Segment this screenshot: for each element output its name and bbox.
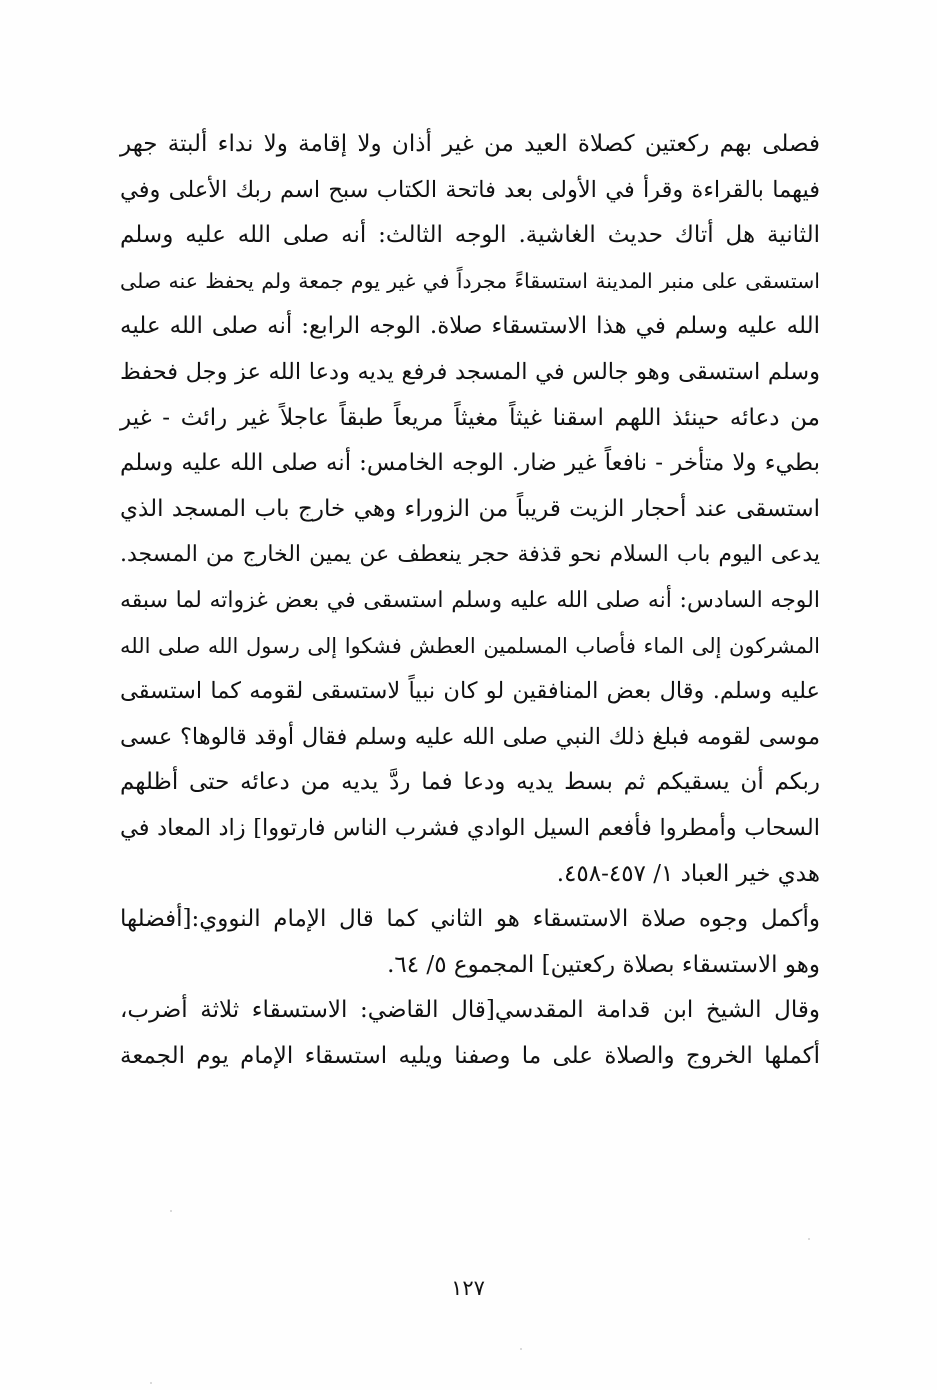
page-number: ١٢٧: [451, 1276, 485, 1300]
text-line: بطيء ولا متأخر - نافعاً غير ضار. الوجه الخامس: أنه صلى الله عليه وسلم: [120, 450, 820, 477]
scan-speck: [150, 1382, 152, 1384]
text-line: موسى لقومه فبلغ ذلك النبي صلى الله عليه وسلم فقال أوقد قالوها؟ عسى: [120, 723, 820, 750]
text-line: استسقى على منبر المدينة استسقاءً مجرداً في غير يوم جمعة ولم يحفظ عنه صلى: [120, 268, 820, 293]
scan-speck: [170, 1210, 172, 1212]
text-line: وسلم استسقى وهو جالس في المسجد فرفع يديه ودعا الله عز وجل فحفظ: [120, 358, 820, 385]
text-line: وهو الاستسقاء بصلاة ركعتين] المجموع ٥/ ٦٤.: [387, 951, 820, 978]
text-line: المشركون إلى الماء فأصاب المسلمين العطش فشكوا إلى رسول الله صلى الله: [120, 633, 820, 658]
text-line: فيهما بالقراءة وقرأ في الأولى بعد فاتحة الكتاب سبح اسم ربك الأعلى وفي: [120, 176, 820, 203]
scan-speck: [808, 1238, 810, 1240]
text-line: ربكم أن يسقيكم ثم بسط يديه ودعا فما ردَّ يديه من دعائه حتى أظلهم: [120, 769, 820, 796]
text-line: يدعى اليوم باب السلام نحو قذفة حجر ينعطف عن يمين الخارج من المسجد.: [120, 542, 820, 568]
text-line: عليه وسلم. وقال بعض المنافقين لو كان نبياً لاستسقى لقومه كما استسقى: [120, 678, 820, 705]
text-line: وقال الشيخ ابن قدامة المقدسي[قال القاضي: الاستسقاء ثلاثة أضرب،: [120, 997, 820, 1024]
scan-speck: [520, 1348, 522, 1350]
text-line: الوجه السادس: أنه صلى الله عليه وسلم استسقى في بعض غزواته لما سبقه: [120, 587, 820, 613]
text-line: وأكمل وجوه صلاة الاستسقاء هو الثاني كما قال الإمام النووي:[أفضلها: [120, 906, 820, 933]
text-line: هدي خير العباد ١/ ٤٥٧-٤٥٨.: [556, 860, 820, 887]
text-line: فصلى بهم ركعتين كصلاة العيد من غير أذان ولا إقامة ولا نداء ألبتة جهر: [120, 131, 820, 157]
text-line: السحاب وأمطروا فأفعم السيل الوادي فشرب الناس فارتووا] زاد المعاد في: [120, 814, 820, 841]
text-line: من دعائه حينئذ اللهم اسقنا غيثاً مغيثاً مريعاً طبقاً عاجلاً غير رائث - غير: [120, 404, 820, 431]
text-line: الثانية هل أتاك حديث الغاشية. الوجه الثالث: أنه صلى الله عليه وسلم: [120, 222, 820, 249]
text-line: استسقى عند أحجار الزيت قريباً من الزوراء وهي خارج باب المسجد الذي: [120, 495, 820, 522]
text-line: الله عليه وسلم في هذا الاستسقاء صلاة. الوجه الرابع: أنه صلى الله عليه: [120, 313, 820, 340]
text-line: أكملها الخروج والصلاة على ما وصفنا ويليه استسقاء الإمام يوم الجمعة: [120, 1042, 820, 1069]
body-text: [120, 122, 820, 1079]
